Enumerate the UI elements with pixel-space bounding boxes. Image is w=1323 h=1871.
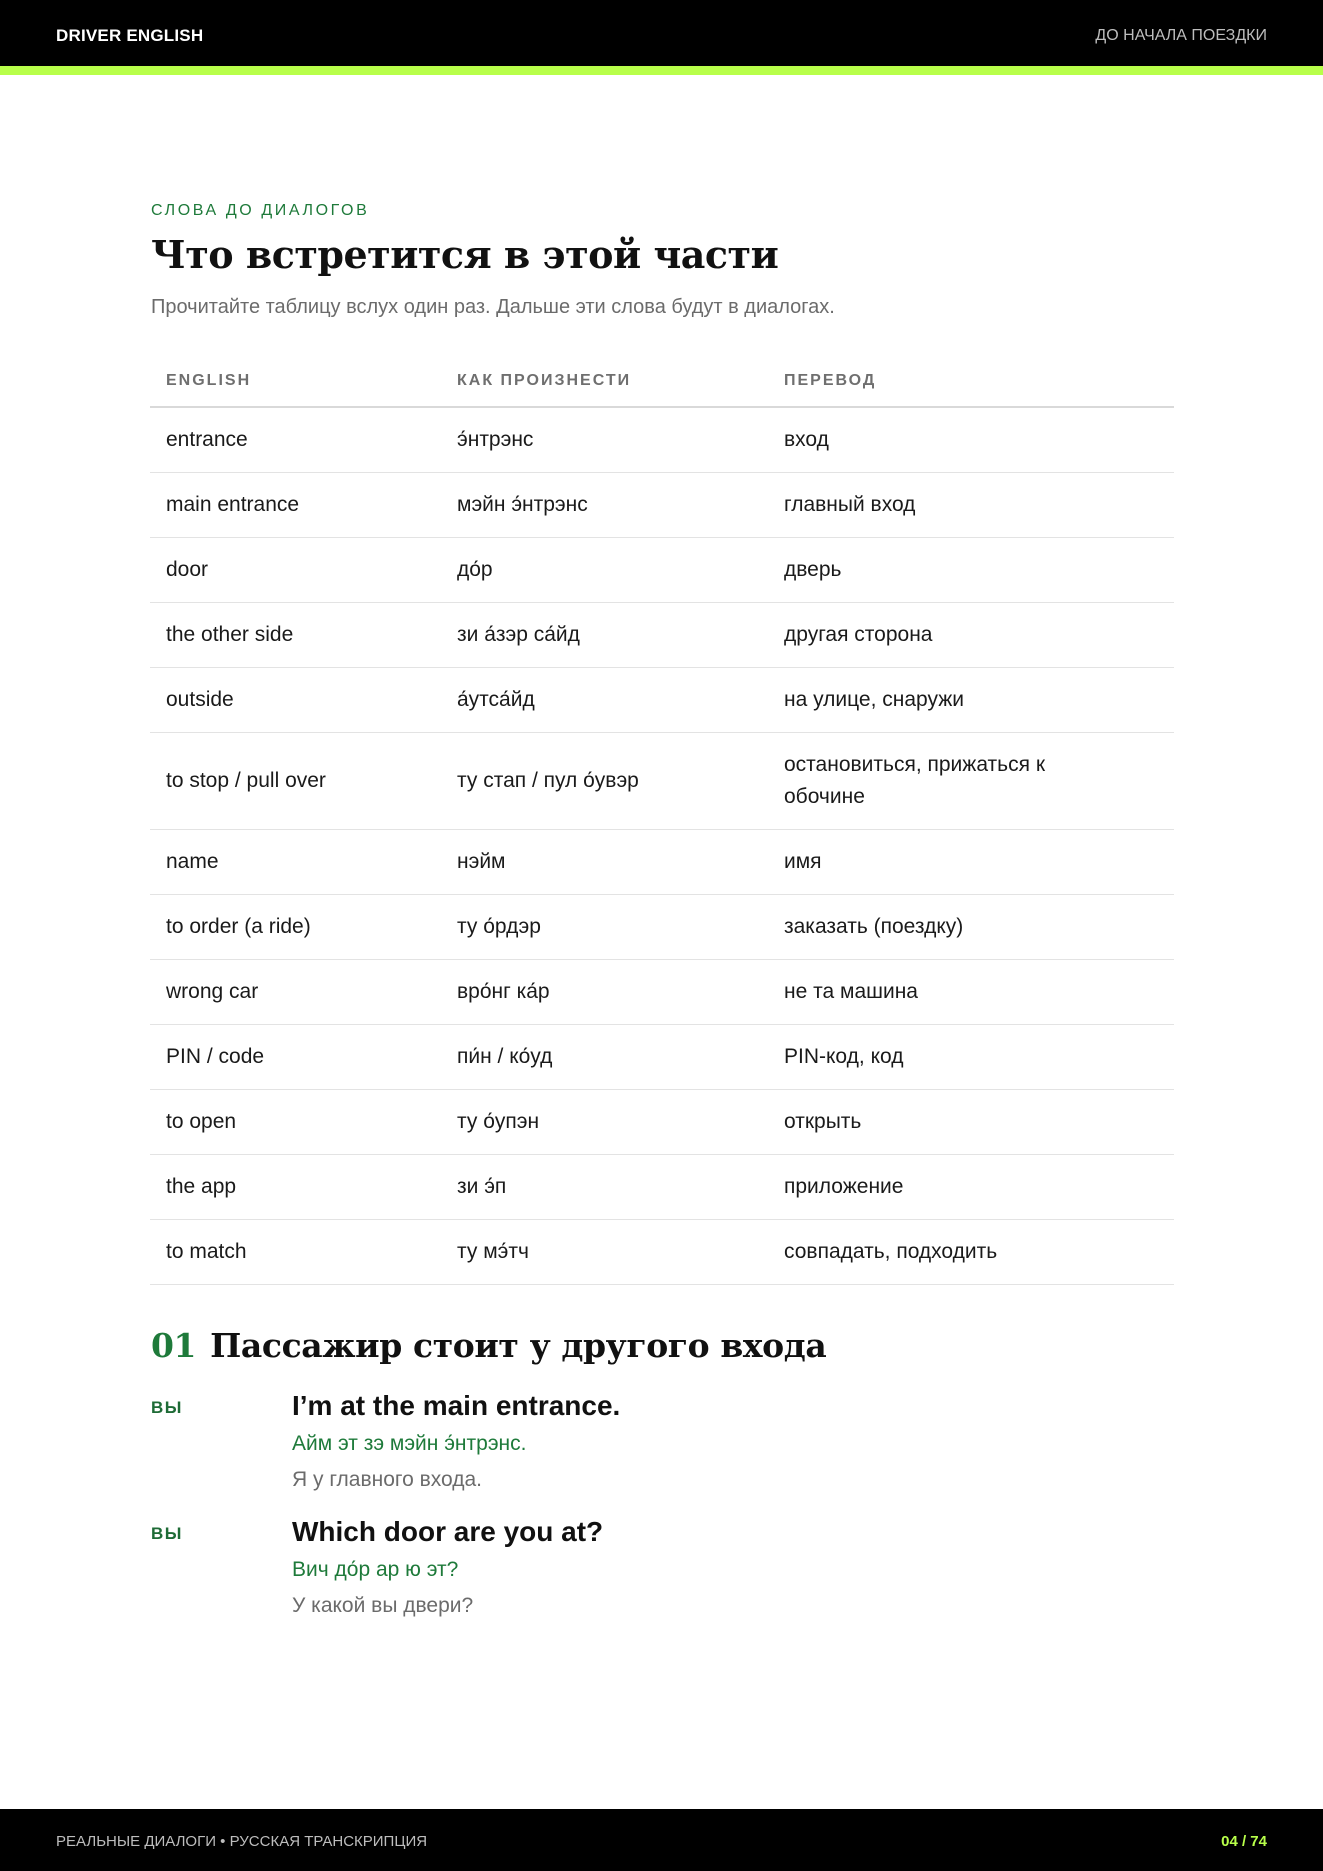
table-row — [150, 408, 1174, 473]
cell-english: entrance — [166, 428, 248, 451]
footer-bar — [0, 1809, 1323, 1871]
page-subtitle: Прочитайте таблицу вслух один раз. Дальше эти слова будут в диалогах. — [151, 296, 835, 318]
footer-label: РЕАЛЬНЫЕ ДИАЛОГИ • РУССКАЯ ТРАНСКРИПЦИЯ — [56, 1833, 428, 1850]
phrase-translation: Я у главного входа. — [292, 1468, 483, 1491]
table-row — [150, 1025, 1174, 1090]
dialogue-heading — [151, 1326, 826, 1365]
brand-title: DRIVER ENGLISH — [56, 26, 204, 45]
table-row — [150, 668, 1174, 733]
cell-pronunciation: а́утса́йд — [457, 688, 535, 711]
cell-translation: не та машина — [784, 980, 918, 1003]
page-title: Что встретится в этой части — [151, 232, 779, 277]
table-row — [150, 1090, 1174, 1155]
cell-translation: PIN-код, код — [784, 1045, 904, 1068]
cell-pronunciation: до́р — [457, 558, 493, 581]
cell-english: the other side — [166, 623, 294, 646]
cell-pronunciation: пи́н / ко́уд — [457, 1045, 553, 1068]
phrase-english: I’m at the main entrance. — [292, 1390, 621, 1421]
vocabulary-table — [150, 356, 1174, 1285]
cell-pronunciation: зи э́п — [457, 1175, 507, 1198]
cell-translation: на улице, снаружи — [784, 688, 965, 711]
cell-translation: дверь — [784, 558, 842, 581]
cell-translation: имя — [784, 850, 822, 873]
cell-pronunciation: ту стап / пул о́увэр — [457, 769, 639, 792]
cell-english: main entrance — [166, 493, 300, 516]
phrase-transliteration: Вич до́р ар ю эт? — [292, 1558, 459, 1581]
cell-english: to match — [166, 1240, 247, 1263]
cell-english: PIN / code — [166, 1045, 265, 1068]
cell-translation: приложение — [784, 1175, 904, 1198]
cell-english: door — [166, 558, 209, 581]
table-row — [150, 538, 1174, 603]
cell-translation: главный вход — [784, 493, 916, 516]
cell-english: outside — [166, 688, 234, 711]
top-bar — [0, 0, 1323, 66]
cell-english: to open — [166, 1110, 237, 1133]
cell-pronunciation: ту мэ́тч — [457, 1240, 529, 1263]
accent-divider — [0, 66, 1323, 75]
section-kicker: СЛОВА ДО ДИАЛОГОВ — [151, 202, 370, 219]
column-header-pronunciation: КАК ПРОИЗНЕСТИ — [457, 372, 632, 389]
phrase-transliteration: Айм эт зэ мэйн э́нтрэнс. — [292, 1432, 527, 1455]
table-header — [150, 356, 1174, 408]
dialogue-line — [151, 1516, 1151, 1636]
page-number: 04 / 74 — [1221, 1833, 1267, 1850]
dialogue-line — [151, 1390, 1151, 1510]
table-row — [150, 603, 1174, 668]
cell-english: wrong car — [166, 980, 259, 1003]
speaker-label: ВЫ — [151, 1524, 183, 1543]
table-row — [150, 1155, 1174, 1220]
section-label: ДО НАЧАЛА ПОЕЗДКИ — [1095, 27, 1267, 44]
cell-translation: совпадать, подходить — [784, 1240, 998, 1263]
cell-pronunciation: мэйн э́нтрэнс — [457, 493, 588, 516]
phrase-translation: У какой вы двери? — [292, 1594, 474, 1617]
cell-translation: другая сторона — [784, 623, 933, 646]
table-row — [150, 733, 1174, 830]
column-header-translation: ПЕРЕВОД — [784, 372, 877, 389]
cell-translation: вход — [784, 428, 829, 451]
cell-pronunciation: ту о́упэн — [457, 1110, 540, 1133]
cell-pronunciation: ту о́рдэр — [457, 915, 541, 938]
speaker-label: ВЫ — [151, 1398, 183, 1417]
cell-pronunciation: вро́нг ка́р — [457, 980, 550, 1003]
dialogue-title: Пассажир стоит у другого входа — [210, 1326, 827, 1365]
table-row — [150, 960, 1174, 1025]
column-header-english: ENGLISH — [166, 372, 252, 389]
cell-pronunciation: нэйм — [457, 850, 506, 873]
cell-english: the app — [166, 1175, 237, 1198]
phrase-english: Which door are you at? — [292, 1516, 604, 1547]
cell-english: name — [166, 850, 219, 873]
table-row — [150, 830, 1174, 895]
table-row — [150, 1220, 1174, 1285]
cell-pronunciation: э́нтрэнс — [457, 428, 534, 451]
cell-translation: открыть — [784, 1110, 862, 1133]
cell-pronunciation: зи а́зэр са́йд — [457, 623, 580, 646]
table-row — [150, 473, 1174, 538]
cell-translation: остановиться, прижаться к обочине — [784, 753, 1046, 808]
cell-english: to stop / pull over — [166, 769, 326, 792]
table-body — [150, 408, 1174, 1285]
table-row — [150, 895, 1174, 960]
dialogue-number: 01 — [151, 1326, 197, 1365]
cell-english: to order (a ride) — [166, 915, 311, 938]
cell-translation: заказать (поездку) — [784, 915, 964, 938]
